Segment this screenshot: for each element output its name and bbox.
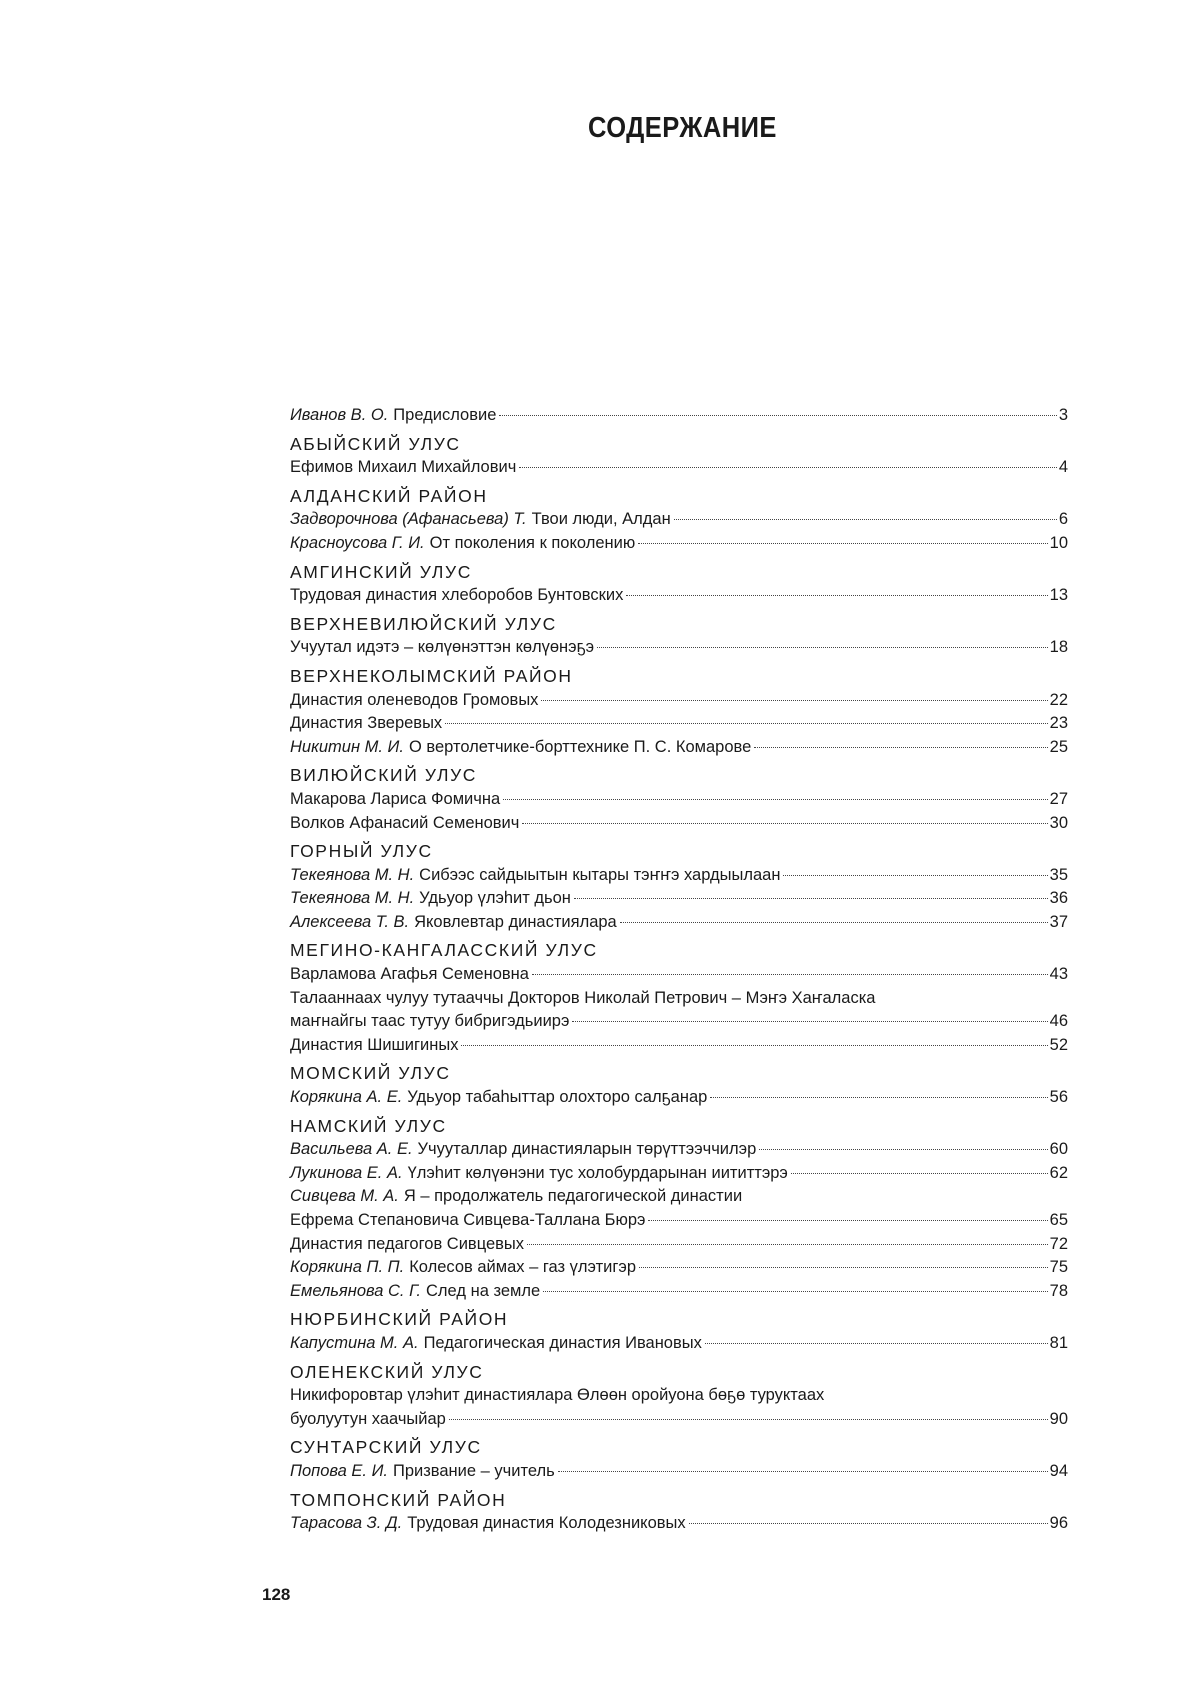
toc-entry[interactable] [290,1233,1068,1257]
entry-author: Корякина А. Е. [290,1088,403,1107]
dot-leader [626,595,1047,596]
entry-author: Задворочнова (Афанасьева) Т. [290,510,527,529]
entry-title: След на земле [426,1281,541,1300]
section-heading: АБЫЙСКИЙ УЛУС [290,433,461,454]
entry-line [290,584,1068,608]
toc-entry[interactable] [290,508,1068,532]
entry-page-number: 4 [1058,458,1068,477]
toc-entry[interactable] [290,911,1068,935]
entry-line [290,963,1068,987]
toc-entry[interactable] [290,532,1068,556]
entry-line [290,911,1068,935]
entry-page-number: 22 [1049,690,1068,709]
section-heading: АМГИНСКИЙ УЛУС [290,561,472,582]
entry-author: Корякина П. П. [290,1258,405,1277]
dot-leader [558,1471,1048,1472]
toc-entry[interactable] [290,689,1068,713]
toc-entry[interactable] [290,736,1068,760]
toc-entry[interactable] [290,1034,1068,1058]
entry-author: Иванов В. О. [290,406,389,424]
toc-entry[interactable] [290,1332,1068,1356]
entry-title: Династия Зверевых [290,714,443,733]
toc-entry[interactable] [290,963,1068,987]
toc-entry[interactable] [290,712,1068,736]
entry-page-number: 46 [1049,1012,1068,1031]
entry-title: Үлэһит көлүөнэни тус холобурдарынан иититтэрэ [407,1163,788,1182]
toc-entry[interactable] [290,1185,1068,1232]
section-heading: МЕГИНО-КАНГАЛАССКИЙ УЛУС [290,940,598,961]
entry-page-number: 94 [1049,1461,1068,1480]
toc-entry[interactable] [290,1086,1068,1110]
entry-page-number: 36 [1049,889,1068,908]
entry-page-number: 81 [1049,1333,1068,1352]
dot-leader [754,747,1047,748]
entry-author: Красноусова Г. И. [290,533,425,552]
dot-leader [674,519,1057,520]
entry-author: Тарасова З. Д. [290,1514,403,1533]
dot-leader [519,467,1057,468]
entry-page-number: 62 [1049,1163,1068,1182]
toc-entry[interactable] [290,1256,1068,1280]
section-heading: ВЕРХНЕВИЛЮЙСКИЙ УЛУС [290,613,557,634]
entry-line [290,456,1068,480]
entry-title: Учууталлар династияларын төрүттээччилэр [417,1140,757,1159]
page-number: 128 [262,1585,291,1604]
section-heading: ОЛЕНЕКСКИЙ УЛУС [290,1361,484,1382]
entry-title: Талааннаах чулуу тутааччы Докторов Николай Петрович – Мэҥэ Хаҥаласка [290,988,876,1007]
toc-entry[interactable] [290,1162,1068,1186]
entry-page-number: 35 [1049,865,1068,884]
dot-leader [461,1045,1047,1046]
entry-page-number: 23 [1049,714,1068,733]
entry-page-number: 13 [1049,586,1068,605]
entry-line [290,532,1068,556]
entry-title: Трудовая династия хлеборобов Бунтовских [290,586,624,605]
entry-author: Емельянова С. Г. [290,1281,422,1300]
entry-page-number: 75 [1049,1258,1068,1277]
entry-title: Варламова Агафья Семеновна [290,965,529,984]
entry-title: Яковлевтар династиялара [414,912,617,931]
entry-title: Твои люди, Алдан [531,510,671,529]
entry-first-line [290,987,1068,1011]
entry-line [290,1512,1068,1536]
entry-page-number: 6 [1058,510,1068,529]
entry-author: Васильева А. Е. [290,1140,413,1159]
entry-title: Династия педагогов Сивцевых [290,1234,525,1253]
dot-leader [648,1220,1047,1221]
section-heading: НЮРБИНСКИЙ РАЙОН [290,1309,509,1330]
entry-page-number: 25 [1049,737,1068,756]
entry-title: Удьуор табаһыттар олохторо салҕанар [407,1088,708,1107]
entry-author: Текеянова М. Н. [290,865,415,884]
entry-title: От поколения к поколению [429,533,636,552]
toc-entry[interactable] [290,1280,1068,1304]
toc-entry[interactable] [290,1460,1068,1484]
entry-title: Макарова Лариса Фомична [290,789,501,808]
entry-line [290,812,1068,836]
dot-leader [705,1343,1048,1344]
entry-line [290,689,1068,713]
section-heading: ВЕРХНЕКОЛЫМСКИЙ РАЙОН [290,665,573,686]
entry-title: Удьуор үлэһит дьон [419,889,571,908]
entry-page-number: 72 [1049,1234,1068,1253]
dot-leader [532,974,1048,975]
entry-line [290,1280,1068,1304]
entry-title: Колесов аймах – газ үлэтигэр [409,1258,637,1277]
entry-page-number: 43 [1049,965,1068,984]
dot-leader [759,1149,1047,1150]
entry-last-line [290,1408,1068,1432]
toc-entry[interactable] [290,987,1068,1034]
section-heading: ТОМПОНСКИЙ РАЙОН [290,1489,507,1510]
entry-author: Сивцева М. А. [290,1187,399,1206]
entry-page-number: 90 [1049,1409,1068,1428]
entry-title-continued: Ефрема Степановича Сивцева-Таллана Бюрэ [290,1211,646,1229]
table-of-contents [290,404,1068,1536]
entry-line [290,508,1068,532]
dot-leader [620,922,1048,923]
entry-first-line [290,1185,1068,1209]
section-heading: ВИЛЮЙСКИЙ УЛУС [290,765,478,786]
toc-entry[interactable] [290,1512,1068,1536]
entry-line [290,1034,1068,1058]
entry-title: Никифоровтар үлэһит династиялара Өлөөн оройуона бөҕө туруктаах [290,1386,825,1405]
toc-entry[interactable] [290,812,1068,836]
entry-author: Текеянова М. Н. [290,889,415,908]
entry-page-number: 96 [1049,1514,1068,1533]
entry-line [290,1460,1068,1484]
entry-author: Алексеева Т. В. [290,912,410,931]
dot-leader [639,1267,1048,1268]
entry-line [290,1086,1068,1110]
entry-title: Предисловие [393,406,497,424]
entry-line [290,1256,1068,1280]
entry-line [290,1332,1068,1356]
dot-leader [527,1244,1048,1245]
dot-leader [572,1021,1047,1022]
dot-leader [522,823,1047,824]
dot-leader [503,799,1048,800]
entry-page-number: 56 [1049,1088,1068,1107]
entry-title: Учуутал идэтэ – көлүөнэттэн көлүөнэҕэ [290,638,595,657]
toc-entry[interactable] [290,584,1068,608]
entry-line [290,1138,1068,1162]
section-heading: МОМСКИЙ УЛУС [290,1063,451,1084]
entry-author: Капустина М. А. [290,1333,419,1352]
dot-leader [445,723,1047,724]
entry-title: Трудовая династия Колодезниковых [407,1514,686,1533]
dot-leader [543,1291,1047,1292]
toc-entry[interactable] [290,1138,1068,1162]
toc-entry[interactable] [290,456,1068,480]
entry-line [290,887,1068,911]
section-heading: ГОРНЫЙ УЛУС [290,841,433,862]
section-heading: НАМСКИЙ УЛУС [290,1115,447,1136]
entry-title-continued: маҥнайгы таас тутуу бибригэдьиирэ [290,1012,570,1031]
entry-page-number: 10 [1049,533,1068,552]
entry-line [290,736,1068,760]
entry-page-number: 37 [1049,912,1068,931]
dot-leader [597,647,1048,648]
entry-line [290,636,1068,660]
toc-entry[interactable] [290,788,1068,812]
section-heading: СУНТАРСКИЙ УЛУС [290,1437,482,1458]
dot-leader [791,1173,1048,1174]
entry-line [290,1162,1068,1186]
toc-entry[interactable] [290,887,1068,911]
entry-title: Ефимов Михаил Михайлович [290,458,517,477]
entry-author: Попова Е. И. [290,1461,388,1480]
entry-page-number: 78 [1049,1281,1068,1300]
entry-page-number: 3 [1058,406,1068,424]
page-title: СОДЕРЖАНИЕ [587,112,777,144]
toc-entry[interactable] [290,404,1068,428]
entry-page-number: 60 [1049,1140,1068,1159]
entry-author: Лукинова Е. А. [290,1163,403,1182]
entry-page-number: 65 [1049,1211,1068,1229]
dot-leader [783,875,1047,876]
toc-entry[interactable] [290,636,1068,660]
entry-line [290,1233,1068,1257]
entry-title: Династия оленеводов Громовых [290,690,539,709]
entry-author: Никитин М. И. [290,737,404,756]
entry-title: Педагогическая династия Ивановых [423,1333,702,1352]
entry-line [290,864,1068,888]
dot-leader [638,543,1047,544]
dot-leader [541,700,1047,701]
entry-title: Династия Шишигиных [290,1035,459,1054]
entry-page-number: 30 [1049,813,1068,832]
entry-line [290,712,1068,736]
entry-line [290,404,1068,428]
entry-title: Призвание – учитель [392,1461,555,1480]
entry-title: Волков Афанасий Семенович [290,813,520,832]
entry-last-line [290,1010,1068,1034]
dot-leader [499,415,1056,416]
entry-last-line [290,1209,1068,1233]
entry-page-number: 27 [1049,789,1068,808]
entry-title-continued: буолуутун хаачыйар [290,1409,446,1428]
entry-page-number: 18 [1049,638,1068,657]
entry-title: О вертолетчике-борттехнике П. С. Комарове [408,737,752,756]
entry-title: Сибээс сайдыытын кытары тэҥҥэ хардыылаан [419,865,781,884]
dot-leader [449,1419,1048,1420]
section-heading: АЛДАНСКИЙ РАЙОН [290,485,488,506]
entry-line [290,788,1068,812]
dot-leader [710,1097,1047,1098]
entry-title: Я – продолжатель педагогической династии [403,1187,743,1206]
toc-entry[interactable] [290,864,1068,888]
entry-first-line [290,1384,1068,1408]
dot-leader [574,898,1048,899]
entry-page-number: 52 [1049,1035,1068,1054]
toc-entry[interactable] [290,1384,1068,1431]
dot-leader [689,1523,1048,1524]
